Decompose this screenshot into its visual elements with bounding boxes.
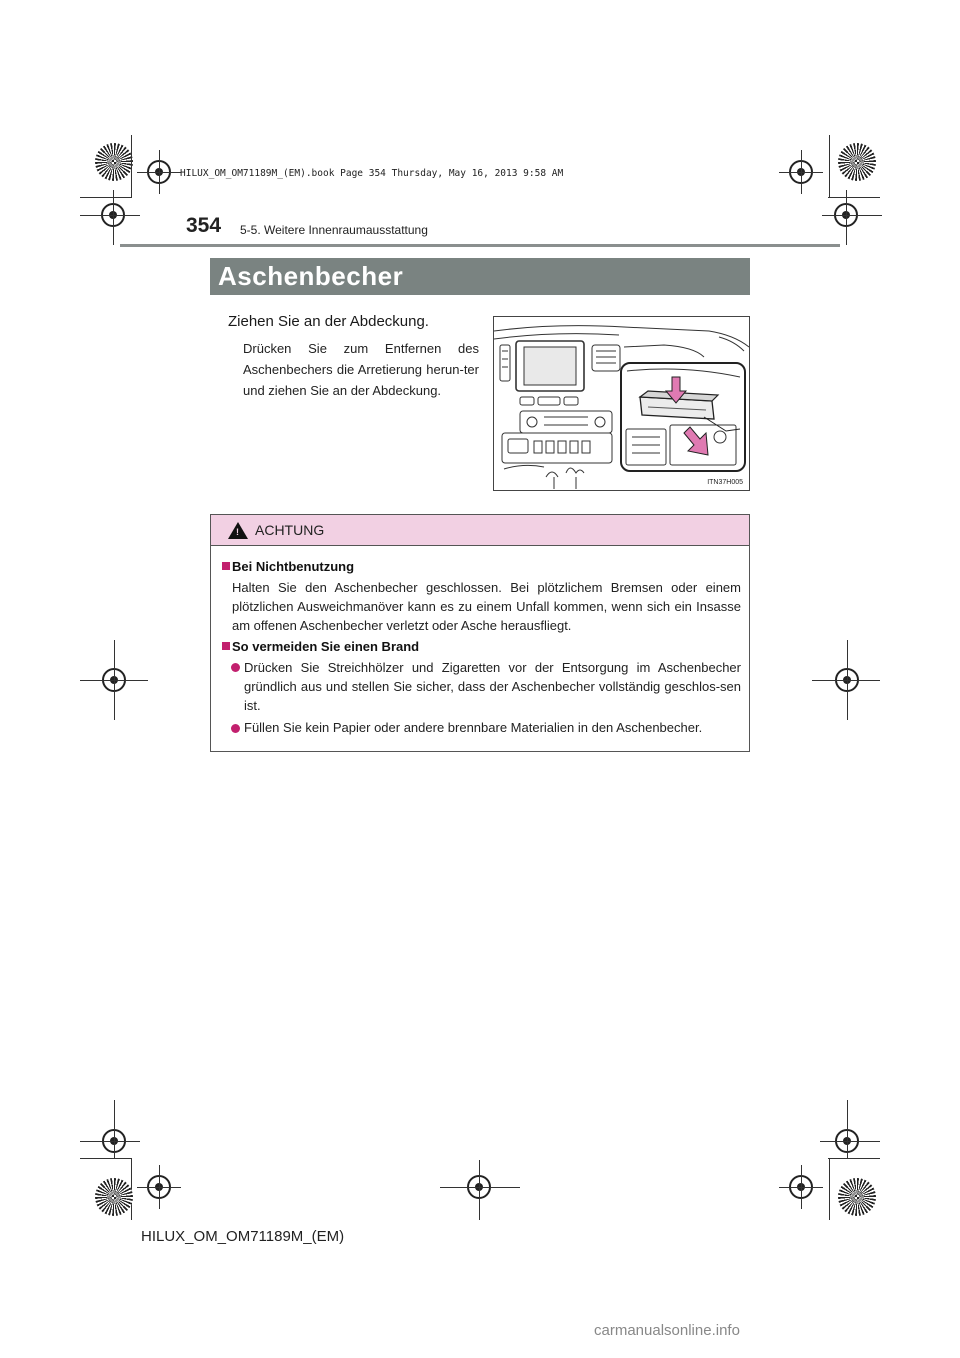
round-bullet-icon [231,663,240,672]
instruction-sub: Drücken Sie zum Entfernen des Aschenbechers die Arretierung herun-ter und ziehen Sie an der Abdeckung. [243,341,479,398]
dashboard-drawing [494,317,749,490]
warning-header: ! ACHTUNG [211,515,749,546]
sunburst-mark-icon [95,143,133,181]
warning-section-text: Halten Sie den Aschenbecher geschlossen. Bei plötzlichem Bremsen oder einem plötzlichen Ausweichmanöver kann es zu einem Unfall kommen, wenn sich ein Insasse am offenen Aschenbecher verletzt oder Asche herausfliegt. [232,580,741,633]
header-rule [120,244,840,247]
warning-box [210,514,750,752]
round-bullet-icon [231,724,240,733]
watermark: carmanualsonline.info [594,1322,740,1339]
instruction-main: Ziehen Sie an der Abdeckung. [228,313,429,330]
sunburst-mark-icon [838,1178,876,1216]
section-label: 5-5. Weitere Innenraumausstattung [240,223,428,237]
file-stamp: HILUX_OM_OM71189M_(EM).book Page 354 Thursday, May 16, 2013 9:58 AM [180,168,564,179]
title-bar [210,258,750,295]
warning-label: ACHTUNG [255,522,325,538]
footer-code: HILUX_OM_OM71189M_(EM) [141,1228,345,1245]
warning-bullet-text: Drücken Sie Streichhölzer und Zigaretten vor der Entsorgung im Aschenbecher gründlich aus und stellen Sie sicher, dass der Aschenbecher vollständig geschlos-sen ist. [244,660,741,713]
warning-section-heading: Bei Nichtbenutzung [232,559,355,574]
warning-section-heading: So vermeiden Sie einen Brand [232,639,420,654]
warning-bullet-text: Füllen Sie kein Papier oder andere brennbare Materialien in den Aschenbecher. [244,720,703,735]
sunburst-mark-icon [95,1178,133,1216]
page-title: Aschenbecher [218,261,404,291]
page-number: 354 [186,214,222,237]
square-bullet-icon [222,642,230,650]
square-bullet-icon [222,562,230,570]
sunburst-mark-icon [838,143,876,181]
figure-code: ITN37H005 [707,479,743,486]
ashtray-illustration [493,316,750,491]
